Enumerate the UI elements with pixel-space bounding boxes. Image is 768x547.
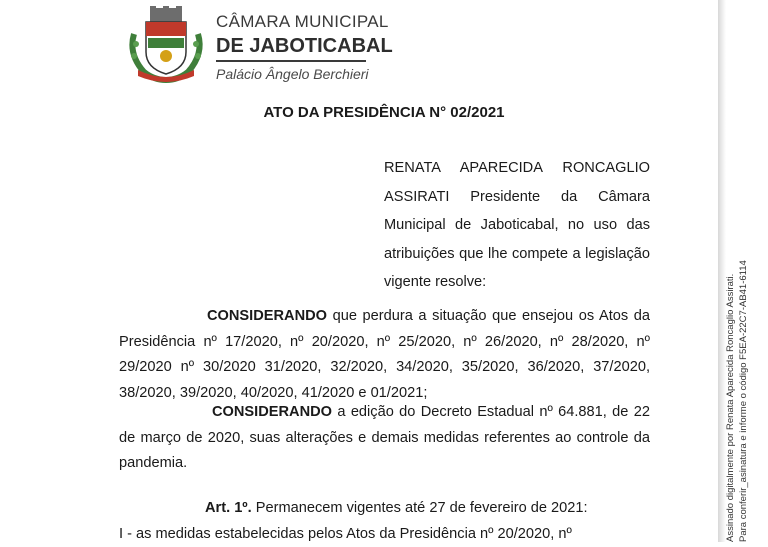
article-label: Art. 1º. bbox=[205, 500, 252, 516]
article-item-1: I - as medidas estabelecidas pelos Atos da Presidência nº 20/2020, nº bbox=[119, 525, 572, 542]
considerando-paragraph-1 bbox=[119, 304, 650, 406]
considerando-label: CONSIDERANDO bbox=[212, 404, 332, 420]
considerando-label: CONSIDERANDO bbox=[207, 308, 327, 324]
coat-of-arms-icon bbox=[124, 4, 208, 84]
signature-line-1: Assinado digitalmente por Renata Aparecida Roncaglio Assirati. bbox=[725, 273, 736, 542]
org-branding bbox=[216, 12, 393, 83]
article-1 bbox=[119, 496, 650, 547]
signature-margin bbox=[718, 0, 768, 542]
document-title: ATO DA PRESIDÊNCIA N° 02/2021 bbox=[263, 104, 505, 121]
considerando-text: a edição do Decreto Estadual nº 64.881, de 22 de março de 2020, suas alterações e demais medidas referentes ao controle da pandemia. bbox=[119, 404, 650, 472]
preamble: RENATA APARECIDA RONCAGLIO ASSIRATI Presidente da Câmara Municipal de Jaboticabal, no uso das atribuições que lhe compete a legislação vigente resolve: bbox=[384, 160, 650, 291]
org-name-line2: DE JABOTICABAL bbox=[216, 35, 393, 57]
considerando-text: que perdura a situação que ensejou os Atos da Presidência nº 17/2020, nº 20/2020, nº 25/2020, nº 26/2020, nº 28/2020, nº 29/2020 nº 30/2020 31/2020, 32/2020, 34/2020, 35/2020, 36/2020, 37/2020, 38/2020, 39/2020, 40/2020, 41/2020 e 01/2021; bbox=[119, 308, 650, 401]
considerando-paragraph-2 bbox=[119, 400, 650, 477]
org-palace-name: Palácio Ângelo Berchieri bbox=[216, 66, 369, 82]
signature-line-2: Para conferir_asinatura e informe o código F5EA-22C7-AB41-6114 bbox=[738, 260, 749, 542]
article-text: Permanecem vigentes até 27 de fevereiro de 2021: bbox=[251, 500, 588, 516]
org-name-line1: CÂMARA MUNICIPAL bbox=[216, 12, 389, 31]
header-divider bbox=[216, 60, 366, 62]
digital-signature-stamp bbox=[724, 242, 750, 542]
